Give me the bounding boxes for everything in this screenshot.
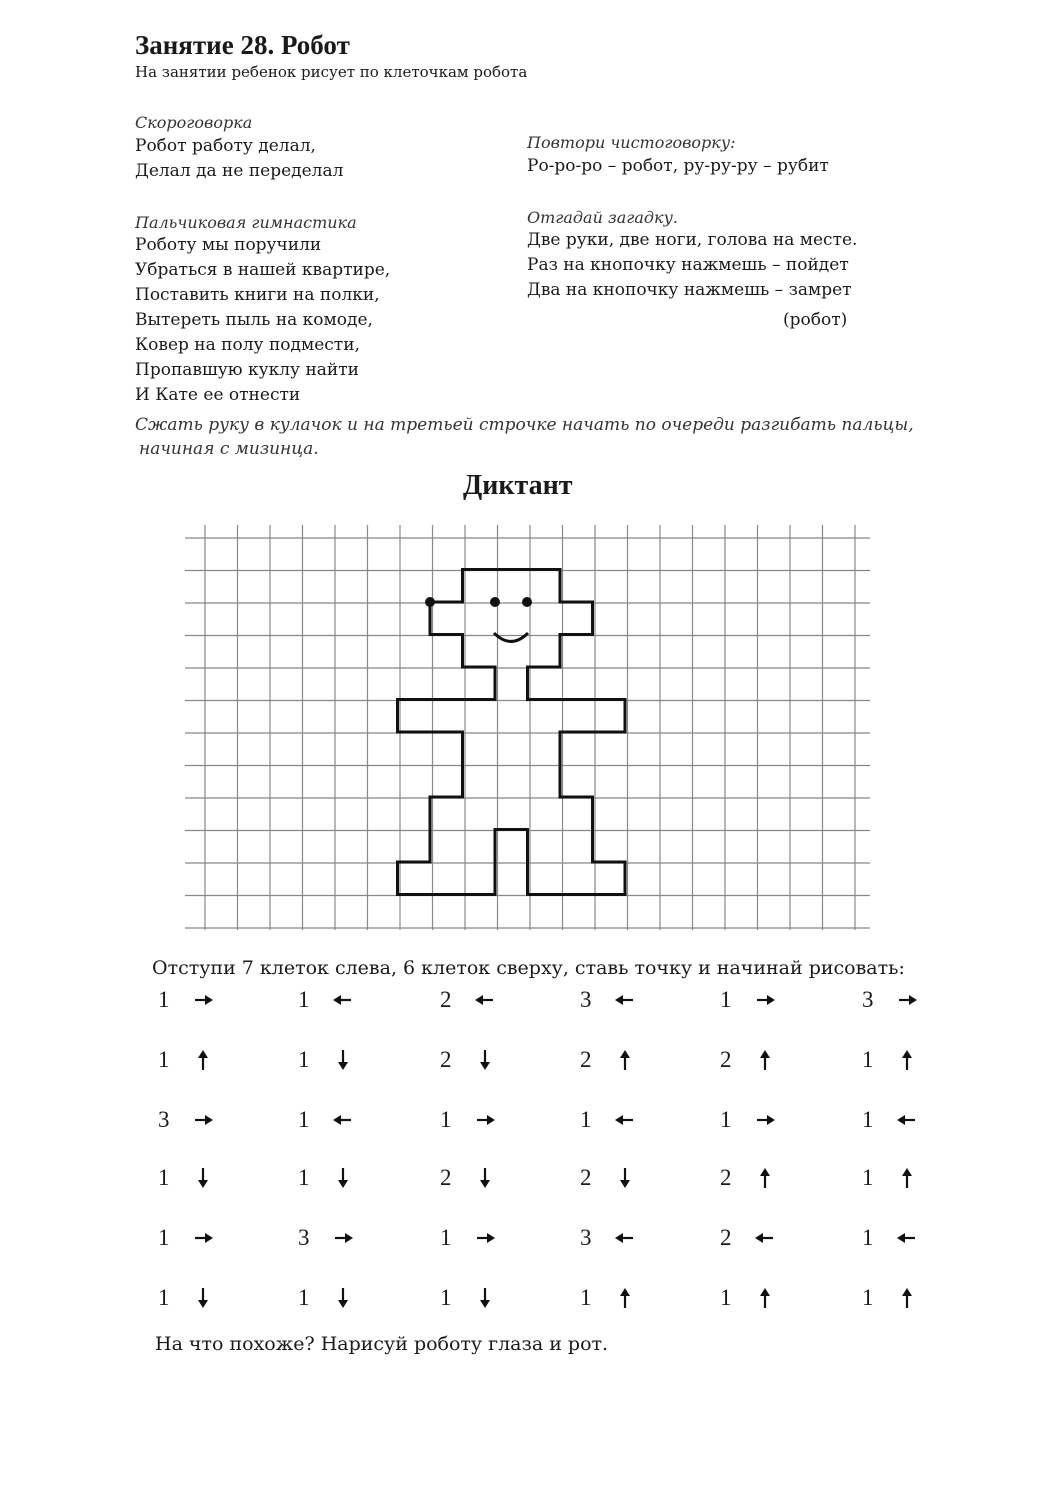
arrow-right-icon	[474, 1109, 496, 1131]
riddle-line: Две руки, две ноги, голова на месте.	[527, 230, 858, 250]
arrow-right-icon	[192, 1109, 214, 1131]
step-count: 3	[580, 987, 592, 1012]
dictation-step	[440, 985, 520, 1015]
step-count: 1	[440, 1107, 452, 1132]
finger-gym-line: Пропавшую куклу найти	[135, 360, 359, 380]
step-count: 2	[440, 1165, 452, 1190]
dictation-step	[298, 1163, 378, 1193]
dictation-step	[158, 1105, 238, 1135]
arrow-down-icon	[192, 1167, 214, 1189]
arrow-right-icon	[192, 1227, 214, 1249]
finger-gym-line: И Кате ее отнести	[135, 385, 301, 405]
step-count: 1	[862, 1285, 874, 1310]
step-count: 1	[580, 1285, 592, 1310]
riddle-block	[527, 208, 857, 303]
arrow-up-icon	[896, 1049, 918, 1071]
arrow-right-icon	[754, 989, 776, 1011]
riddle-line: Два на кнопочку нажмешь – замрет	[527, 280, 852, 300]
dictation-step	[580, 1223, 660, 1253]
arrow-up-icon	[754, 1287, 776, 1309]
finger-gym-note-line: начиная с мизинца.	[139, 439, 319, 459]
arrow-up-icon	[614, 1287, 636, 1309]
arrow-right-icon	[474, 1227, 496, 1249]
arrow-left-icon	[474, 989, 496, 1011]
robot-right-eye	[522, 597, 532, 607]
step-count: 2	[720, 1047, 732, 1072]
tongue-twister-block	[135, 113, 343, 184]
finger-gym-line: Вытереть пыль на комоде,	[135, 310, 373, 330]
tongue-twister-line: Робот работу делал,	[135, 136, 316, 156]
arrow-down-icon	[192, 1287, 214, 1309]
dictation-step	[440, 1283, 520, 1313]
arrow-left-icon	[332, 989, 354, 1011]
arrow-left-icon	[614, 1227, 636, 1249]
step-count: 1	[862, 1107, 874, 1132]
arrow-down-icon	[474, 1287, 496, 1309]
step-count: 1	[862, 1225, 874, 1250]
arrow-right-icon	[332, 1227, 354, 1249]
step-count: 1	[862, 1165, 874, 1190]
arrow-right-icon	[896, 989, 918, 1011]
dictation-step	[720, 1223, 800, 1253]
dictation-step	[298, 1223, 378, 1253]
arrow-up-icon	[192, 1049, 214, 1071]
dictation-step	[862, 985, 942, 1015]
robot-outline	[398, 570, 626, 895]
finger-gym-note-line: Сжать руку в кулачок и на третьей строчке начать по очереди разгибать пальцы,	[135, 415, 914, 435]
finger-gym-line: Убраться в нашей квартире,	[135, 260, 391, 280]
dictation-question: На что похоже? Нарисуй роботу глаза и рот.	[155, 1333, 609, 1355]
dictation-grid	[180, 520, 880, 935]
dictation-step	[580, 985, 660, 1015]
step-count: 1	[298, 987, 310, 1012]
step-count: 1	[158, 1225, 170, 1250]
step-count: 1	[720, 987, 732, 1012]
step-count: 1	[440, 1225, 452, 1250]
robot-left-eye	[490, 597, 500, 607]
arrow-left-icon	[614, 1109, 636, 1131]
finger-gym-block	[135, 213, 390, 408]
pure-talk-block	[527, 133, 829, 179]
dictation-step	[158, 1223, 238, 1253]
start-dot	[425, 597, 435, 607]
step-count: 1	[298, 1165, 310, 1190]
step-count: 3	[580, 1225, 592, 1250]
dictation-step	[298, 1045, 378, 1075]
step-count: 1	[158, 1047, 170, 1072]
finger-gym-heading: Пальчиковая гимнастика	[135, 213, 357, 232]
step-count: 2	[720, 1225, 732, 1250]
dictation-step	[298, 985, 378, 1015]
dictation-step	[440, 1163, 520, 1193]
page-subtitle: На занятии ребенок рисует по клеточкам робота	[135, 63, 528, 81]
tongue-twister-line: Делал да не переделал	[135, 161, 344, 181]
dictation-step	[158, 1283, 238, 1313]
step-count: 3	[158, 1107, 170, 1132]
finger-gym-line: Ковер на полу подмести,	[135, 335, 360, 355]
dictation-step	[158, 1163, 238, 1193]
step-count: 1	[158, 987, 170, 1012]
dictation-step	[298, 1283, 378, 1313]
arrow-up-icon	[754, 1049, 776, 1071]
step-count: 1	[158, 1165, 170, 1190]
arrow-left-icon	[332, 1109, 354, 1131]
riddle-answer: (робот)	[783, 310, 848, 330]
dictation-step	[862, 1105, 942, 1135]
dictation-step	[440, 1045, 520, 1075]
step-count: 1	[720, 1285, 732, 1310]
dictation-step	[720, 985, 800, 1015]
arrow-right-icon	[192, 989, 214, 1011]
arrow-left-icon	[896, 1227, 918, 1249]
arrow-down-icon	[332, 1287, 354, 1309]
dictation-step	[862, 1223, 942, 1253]
dictation-step	[298, 1105, 378, 1135]
dictation-step	[720, 1105, 800, 1135]
dictation-step	[862, 1045, 942, 1075]
dictation-step	[862, 1163, 942, 1193]
dictation-step	[580, 1163, 660, 1193]
dictation-heading: Диктант	[463, 470, 573, 501]
arrow-up-icon	[754, 1167, 776, 1189]
step-count: 1	[298, 1285, 310, 1310]
dictation-instruction: Отступи 7 клеток слева, 6 клеток сверху, ставь точку и начинай рисовать:	[152, 957, 905, 979]
arrow-up-icon	[896, 1287, 918, 1309]
arrow-down-icon	[474, 1167, 496, 1189]
dictation-step	[158, 985, 238, 1015]
dictation-step	[720, 1163, 800, 1193]
finger-gym-line: Поставить книги на полки,	[135, 285, 380, 305]
step-count: 2	[580, 1165, 592, 1190]
step-count: 2	[440, 1047, 452, 1072]
pure-talk-text: Ро-ро-ро – робот, ру-ру-ру – рубит	[527, 156, 829, 176]
dictation-step	[580, 1045, 660, 1075]
dictation-step	[158, 1045, 238, 1075]
tongue-twister-heading: Скороговорка	[135, 113, 253, 132]
dictation-step	[580, 1283, 660, 1313]
step-count: 1	[862, 1047, 874, 1072]
finger-gym-line: Роботу мы поручили	[135, 235, 322, 255]
finger-gym-note	[135, 413, 914, 461]
step-count: 1	[298, 1107, 310, 1132]
step-count: 2	[580, 1047, 592, 1072]
dictation-step	[862, 1283, 942, 1313]
riddle-heading: Отгадай загадку.	[527, 208, 678, 227]
arrow-right-icon	[754, 1109, 776, 1131]
arrow-down-icon	[614, 1167, 636, 1189]
dictation-step	[440, 1105, 520, 1135]
step-count: 1	[440, 1285, 452, 1310]
step-count: 1	[298, 1047, 310, 1072]
dictation-step	[580, 1105, 660, 1135]
pure-talk-heading: Повтори чистоговорку:	[527, 133, 736, 152]
dictation-step	[720, 1045, 800, 1075]
dictation-step	[440, 1223, 520, 1253]
arrow-down-icon	[332, 1167, 354, 1189]
dictation-step	[720, 1283, 800, 1313]
step-count: 2	[440, 987, 452, 1012]
arrow-left-icon	[754, 1227, 776, 1249]
step-count: 1	[720, 1107, 732, 1132]
arrow-down-icon	[474, 1049, 496, 1071]
page-title: Занятие 28. Робот	[135, 30, 350, 60]
arrow-down-icon	[332, 1049, 354, 1071]
step-count: 3	[298, 1225, 310, 1250]
riddle-line: Раз на кнопочку нажмешь – пойдет	[527, 255, 849, 275]
arrow-left-icon	[614, 989, 636, 1011]
arrow-left-icon	[896, 1109, 918, 1131]
step-count: 3	[862, 987, 874, 1012]
step-count: 1	[158, 1285, 170, 1310]
robot-mouth	[494, 633, 528, 642]
step-count: 1	[580, 1107, 592, 1132]
arrow-up-icon	[614, 1049, 636, 1071]
arrow-up-icon	[896, 1167, 918, 1189]
step-count: 2	[720, 1165, 732, 1190]
